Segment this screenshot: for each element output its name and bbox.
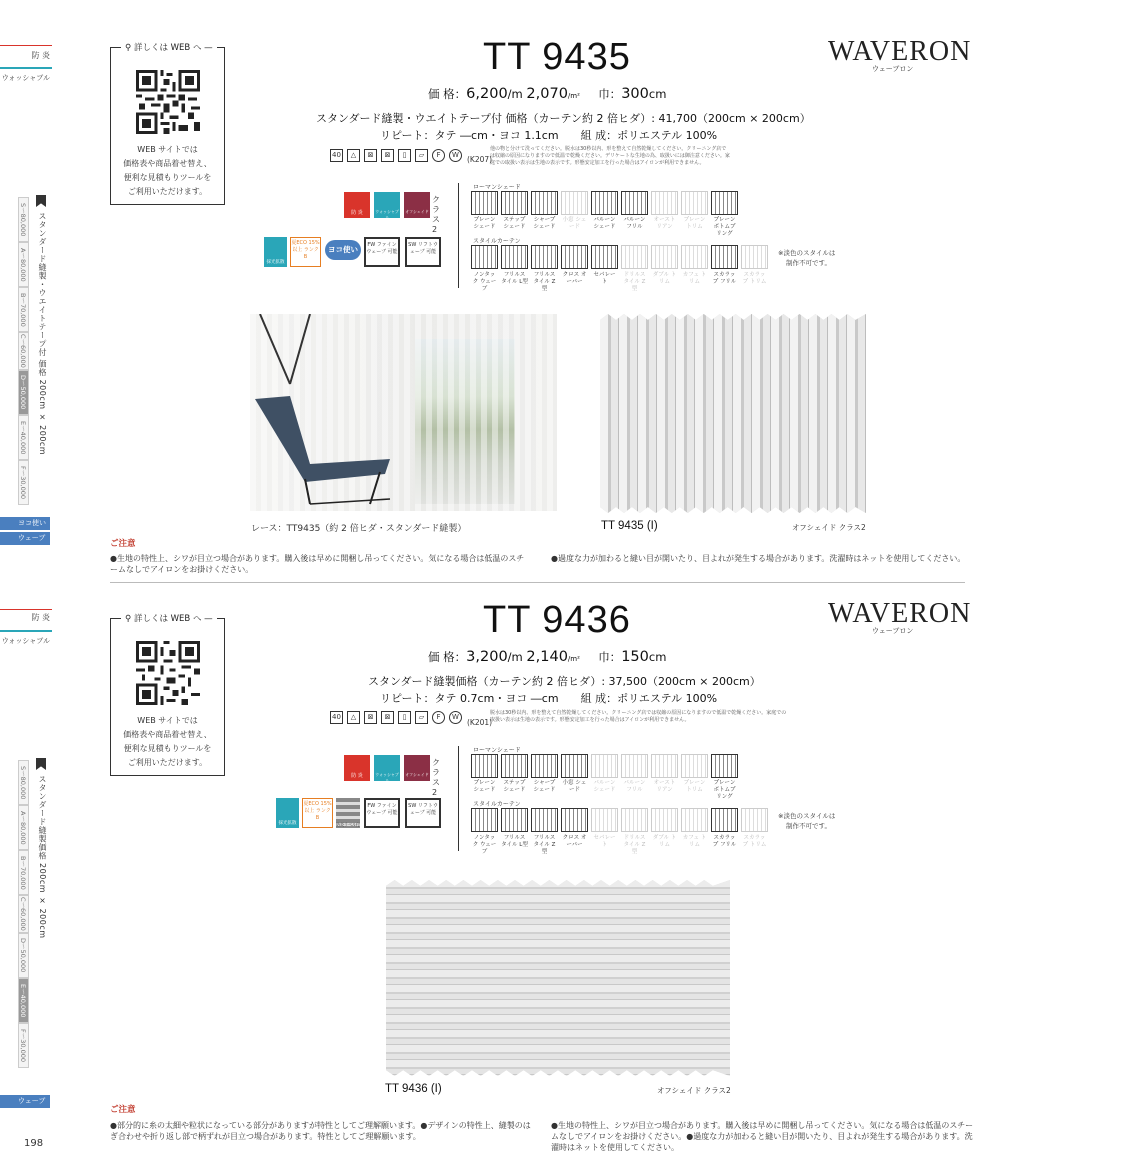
width-label: 巾： [598,87,622,101]
price-unit-m2: /m² [567,92,580,100]
badge-label: 採光拡散 [266,260,285,265]
plain-bottom-icon[interactable] [711,191,738,215]
non-tuck-wave-icon[interactable] [471,808,498,832]
web-info-text [111,714,224,770]
balloon-frill-icon[interactable] [621,754,648,778]
price-unit-m2: /m² [567,655,580,663]
page-number: 198 [24,1138,44,1149]
style-label: フリルスタイル Z型 [533,272,556,292]
sidebar-rule-teal [0,67,52,69]
cross-over-icon[interactable] [561,808,588,832]
caution-right: ●過度な力が加わると縫い目が開いたり、目よれが発生する場合があります。洗濯時はネットを使用してください。 [551,554,966,563]
style-label: ノンタック ウェーブ [472,835,497,855]
plain-shade-icon[interactable] [471,754,498,778]
style-note [778,248,835,268]
price-line [428,649,666,665]
austrian-icon[interactable] [651,191,678,215]
scallop-frill-icon[interactable] [711,808,738,832]
sidebar-grade-tab-e-2[interactable]: E〜40,000 [18,978,29,1023]
step-shade-icon[interactable] [501,754,528,778]
dry-clean-f-icon: F [432,711,445,724]
step-shade-icon[interactable] [501,191,528,215]
web-info-header-text: 詳しくは WEB へ [133,43,202,53]
sidebar-grade-tab-a-2[interactable]: A〜80,000 [18,805,29,850]
care-code: (K207) [467,155,493,164]
swatch-caption: TT 9436 (I) [385,1083,442,1095]
iron-low-icon: ▱ [415,149,428,162]
style-label: カフェ トリム [682,272,707,285]
style-curtain-heading: スタイルカーテン [473,801,521,808]
web-info-text-line: 価格表や商品着せ替え、 [123,159,212,168]
qr-code[interactable] [136,641,200,705]
style-label: フリルスタイル Z型 [533,835,556,855]
cafe-trim-icon[interactable] [681,245,708,269]
cross-over-icon[interactable] [561,245,588,269]
style-label: ノンタック ウェーブ [472,272,497,292]
badge-label: 採光拡散 [278,821,297,826]
sidebar-rule-red-2 [0,609,52,610]
width-label: 巾： [598,650,622,664]
flame-label-icon: 防炎ラベル付 [336,798,360,828]
double-trim-icon[interactable] [651,808,678,832]
photo-caption: レース：TT9435（約 2 倍ヒダ・スタンダード縫製） [251,524,467,534]
wet-clean-w-icon: W [449,711,462,724]
style-label: 小窓 シェード [562,217,587,230]
sidebar-tag-washable: ウォッシャブル [1,74,50,82]
care-code: (K201) [467,718,493,727]
repeat-composition-line: リピート：タテ ―cm・ヨコ 1.1cm 組 成：ポリエステル 100% [380,129,718,142]
iron-low-icon: ▱ [415,711,428,724]
style-label: セパレート [593,835,616,848]
drill-z-icon[interactable] [621,808,648,832]
style-label: プレーン シェード [473,217,496,230]
fabric-stripes [600,314,866,513]
price-per-m2: 2,140 [526,649,568,665]
chair-illustration [250,314,557,511]
fine-wave-icon: FW ファインウェーブ 可能 [364,798,400,828]
lift-wave-icon: SW リフトウェーブ 可能 [405,237,441,267]
sidebar-grade-tab-f-2[interactable]: F〜30,000 [18,1023,29,1068]
sidebar-grade-tab-b[interactable]: B〜70,000 [18,287,29,332]
style-label: シャープ シェード [533,217,556,230]
web-info-text-line: ご利用いただけます。 [127,187,208,196]
double-trim-icon[interactable] [651,245,678,269]
price-label: 価 格： [428,650,467,664]
web-info-text-line: ご利用いただけます。 [127,758,208,767]
sidebar-grade-tab-c[interactable]: C〜60,000 [18,332,29,370]
style-label: フリルスタイル L型 [501,835,528,848]
style-label: ダブル トリム [652,835,677,848]
fabric-swatch [386,880,730,1076]
web-info-text [111,143,224,199]
web-info-text-line: WEB サイトでは [137,145,198,154]
sharp-shade-icon[interactable] [531,191,558,215]
balloon-shade-icon[interactable] [591,191,618,215]
style-label: カフェ トリム [682,835,707,848]
sidebar-grade-tab-f[interactable]: F〜30,000 [18,460,29,505]
style-label: プレーン トリム [683,217,706,230]
drill-z-icon[interactable] [621,245,648,269]
style-note-line: 制作不可です。 [786,822,831,830]
sidebar-grade-tab-b-2[interactable]: B〜70,000 [18,850,29,895]
summer-eco-icon: 夏ECO 15% 以上 ランク B [302,798,333,828]
style-label: バルーン シェード [593,217,616,230]
badge-label: ウォッシャブル [375,772,399,783]
sidebar-grade-tab-d[interactable]: D〜50,000 [18,370,29,415]
summer-eco-icon: 夏ECO 15% 以上 ランク B [290,237,321,267]
light-diffusion-icon [264,237,287,267]
style-note-line: 制作不可です。 [786,259,831,267]
section-divider [110,582,965,583]
plain-shade-icon[interactable] [471,191,498,215]
style-curtain-icons [471,808,768,832]
care-note: 脱水は30秒以内、形を整えて自然乾燥してください。クリーニング店では収縮の原因になりますので低温で乾燥ください。家庭での取扱い表示は生地の表示です。形態安定加工を行った場合はアイロンが利用できません。 [490,710,787,723]
roman-shade-icons [471,191,738,215]
style-label: ステップ シェード [503,780,526,793]
care-note: 他の物と分けて洗ってください。脱水は30秒以内、形を整えて自然乾燥してください。クリーニング店では収縮の原因になりますので低温で乾燥ください。デリケートな生地の為、取扱いには御注意ください。家庭での取扱い表示は生地の表示です。形態安定加工を行った場合はアイロンが利用できません。 [490,146,730,166]
scallop-trim-icon[interactable] [741,245,768,269]
style-label: セパレート [593,272,616,285]
sidebar-vertical-label: スタンダード縫製・ウエイトテープ付 価格 200cm × 200cm [38,212,47,456]
lift-wave-icon: SW リフトウェーブ 可能 [405,798,441,828]
style-label: バルーン フリル [623,780,646,793]
frill-z-icon[interactable] [531,808,558,832]
style-divider [458,183,459,288]
wash-40-icon: 40 [330,711,343,724]
offshade-class-label: クラス 2 [432,195,440,234]
qr-code[interactable] [136,70,200,134]
style-label: クロス オーバー [562,272,587,285]
offshade-grade: オフシェイド クラス2 [657,1086,731,1095]
plain-trim-icon[interactable] [681,754,708,778]
sidebar-pill-waveron[interactable]: ウェーブロン [0,532,50,545]
web-info-box [110,614,225,776]
style-label: オースト リアン [653,217,676,230]
style-label: スカラップ フリル [712,835,737,848]
brand-logo: WAVERON [828,598,972,629]
web-info-text-line: 便利な見積もりツールを [123,173,212,182]
scallop-frill-icon[interactable] [711,245,738,269]
sidebar-vertical-label-2: スタンダード縫製価格 200cm × 200cm [38,775,47,939]
style-note-line: ※淡色のスタイルは [778,249,836,257]
fabric-swatch [600,314,866,513]
small-window-shade-icon[interactable] [561,191,588,215]
badge-label: 防 炎 [351,210,363,216]
offshade-class-label: クラス 2 [432,758,440,797]
badge-label: オフシェイド [405,772,429,777]
line-dry-icon: ▯ [398,711,411,724]
style-label: スカラップ トリム [742,835,767,848]
plain-trim-icon[interactable] [681,191,708,215]
frill-l-icon[interactable] [501,245,528,269]
badge-label: 防 炎 [351,773,363,779]
roman-shade-labels [471,217,738,238]
non-tuck-wave-icon[interactable] [471,245,498,269]
balloon-shade-icon[interactable] [591,754,618,778]
roman-shade-heading: ローマンシェード [473,747,521,754]
web-info-text-line: 便利な見積もりツールを [123,744,212,753]
price-per-m: 3,200 [466,649,508,665]
no-tumble-dry-icon: ⊠ [364,711,377,724]
bosai-icon [344,755,370,781]
line-dry-icon: ▯ [398,149,411,162]
style-label: プレーン トリム [683,780,706,793]
search-icon: ⚲ [125,43,134,53]
sewing-price-line: スタンダード縫製・ウエイトテープ付 価格（カーテン約 2 倍ヒダ）: 41,700（200cm × 200cm） [316,112,811,125]
sidebar-rule-red [0,45,52,46]
sidebar-grade-tab-e[interactable]: E〜40,000 [18,415,29,460]
bookmark-icon [36,758,46,770]
small-window-shade-icon[interactable] [561,754,588,778]
style-label: バルーン シェード [593,780,616,793]
style-label: クロス オーバー [562,835,587,848]
no-tumble-icon: ⊠ [381,711,394,724]
style-label: プレーン ボトムプリング [713,217,736,237]
style-label: ドリルスタイル Z型 [623,835,646,855]
sidebar-rule-teal-2 [0,630,52,632]
wet-clean-w-icon: W [449,149,462,162]
price-unit-m: /m [507,87,523,101]
style-label: ステップ シェード [503,217,526,230]
width-unit: cm [648,87,667,101]
web-info-header-text: 詳しくは WEB へ [133,614,202,624]
web-info-box [110,43,225,205]
plain-bottom-icon[interactable] [711,754,738,778]
price-unit-m: /m [507,650,523,664]
brand-logo: WAVERON [828,36,972,67]
sidebar-grade-tab-a[interactable]: A〜80,000 [18,242,29,287]
web-info-text-line: WEB サイトでは [137,716,198,725]
roman-shade-heading: ローマンシェード [473,184,521,191]
sidebar-pill-yoko[interactable]: ヨコ使い [0,517,50,530]
separate-icon[interactable] [591,245,618,269]
badge-label: オフシェイド [405,209,429,214]
width-value: 150 [621,649,649,665]
sidebar-tag-bosai-2: 防 炎 [31,613,50,622]
sidebar-grade-tab-s[interactable]: S〜80,000 [18,197,29,242]
fine-wave-icon: FW ファインウェーブ 可能 [364,237,400,267]
dry-clean-f-icon: F [432,149,445,162]
frill-z-icon[interactable] [531,245,558,269]
caution-title: ご注意 [110,539,136,549]
product-model: TT 9436 [483,599,631,641]
price-per-m: 6,200 [466,86,508,102]
light-diffusion-icon [276,798,299,828]
price-per-m2: 2,070 [526,86,568,102]
caution-title: ご注意 [110,1105,136,1115]
roman-shade-labels [471,780,738,801]
sharp-shade-icon[interactable] [531,754,558,778]
style-label: オースト リアン [653,780,676,793]
sidebar-tag-washable-2: ウォッシャブル [1,637,50,645]
bookmark-icon [36,195,46,207]
width-value: 300 [621,86,649,102]
style-label: ドリルスタイル Z型 [623,272,646,292]
style-label: シャープ シェード [533,780,556,793]
style-label: プレーン シェード [473,780,496,793]
style-curtain-icons [471,245,768,269]
austrian-icon[interactable] [651,754,678,778]
frill-l-icon[interactable] [501,808,528,832]
style-divider [458,746,459,851]
web-info-header[interactable]: ⚲ 詳しくは WEB へ — [121,41,217,53]
separate-icon[interactable] [591,808,618,832]
style-note [778,811,835,831]
sidebar-grade-tab-c-2[interactable]: C〜60,000 [18,895,29,933]
care-symbols [330,711,462,724]
room-photo [250,314,557,511]
width-unit: cm [648,650,667,664]
roman-shade-icons [471,754,738,778]
badge-label: ウォッシャブル [375,209,399,220]
caution-right: ●生地の特性上、シワが目立つ場合があります。購入後は早めに開梱し吊ってください。気になる場合は低温のスチームなしでアイロンをお掛けください。●過度な力が加わると縫い目が開いたり、目よれが発生する場合があります。洗濯時はネットを使用してください。 [551,1121,974,1152]
style-label: プレーン ボトムプリング [713,780,736,800]
yoko-use-icon: ヨコ使い [325,240,361,260]
style-label: フリルスタイル L型 [501,272,528,285]
washable-icon [374,192,400,218]
sidebar-pill-waveron-2[interactable]: ウェーブロン [0,1095,50,1108]
no-bleach-icon: △ [347,711,360,724]
price-label: 価 格： [428,87,467,101]
offshade-grade: オフシェイド クラス2 [792,523,866,532]
web-info-text-line: 価格表や商品着せ替え、 [123,730,212,739]
style-label: スカラップ フリル [712,272,737,285]
brand-logo-sub: ウェーブロン [872,65,914,73]
price-line [428,86,666,102]
sidebar-grade-tab-s-2[interactable]: S〜80,000 [18,760,29,805]
style-label: ダブル トリム [652,272,677,285]
sidebar-grade-tab-d-2[interactable]: D〜50,000 [18,933,29,978]
web-info-header[interactable]: ⚲ 詳しくは WEB へ — [121,612,217,624]
caution-left: ●生地の特性上、シワが目立つ場合があります。購入後は早めに開梱し吊ってください。気になる場合は低温のスチームなしでアイロンをお掛けください。 [110,554,525,574]
style-curtain-heading: スタイルカーテン [473,238,521,245]
style-note-line: ※淡色のスタイルは [778,812,836,820]
scallop-trim-icon[interactable] [741,808,768,832]
bosai-icon [344,192,370,218]
sidebar-tag-bosai: 防 炎 [31,51,50,60]
care-symbols [330,149,462,162]
balloon-frill-icon[interactable] [621,191,648,215]
sewing-price-line: スタンダード縫製価格（カーテン約 2 倍ヒダ）: 37,500（200cm × 200cm） [368,675,761,688]
cafe-trim-icon[interactable] [681,808,708,832]
no-tumble-icon: ⊠ [381,149,394,162]
fabric-stripes [386,880,730,1076]
style-label: 小窓 シェード [562,780,587,793]
repeat-composition-line: リピート：タテ 0.7cm・ヨコ ―cm 組 成：ポリエステル 100% [380,692,718,705]
no-tumble-dry-icon: ⊠ [364,149,377,162]
offshade-icon [404,755,430,781]
no-bleach-icon: △ [347,149,360,162]
swatch-caption: TT 9435 (I) [601,520,658,532]
washable-icon [374,755,400,781]
style-curtain-labels [471,835,768,856]
brand-logo-sub: ウェーブロン [872,627,914,635]
caution-left: ●部分的に糸の太細や粒状になっている部分がありますが特性としてご理解願います。●デザインの特性上、縫製のはぎ合わせや折り返し部で柄ずれが目立つ場合があります。特性としてご理解願います。 [110,1121,531,1141]
offshade-icon [404,192,430,218]
style-label: バルーン フリル [623,217,646,230]
style-label: スカラップ トリム [742,272,767,285]
style-curtain-labels [471,272,768,293]
search-icon: ⚲ [125,614,134,624]
product-model: TT 9435 [483,36,631,78]
wash-40-icon: 40 [330,149,343,162]
